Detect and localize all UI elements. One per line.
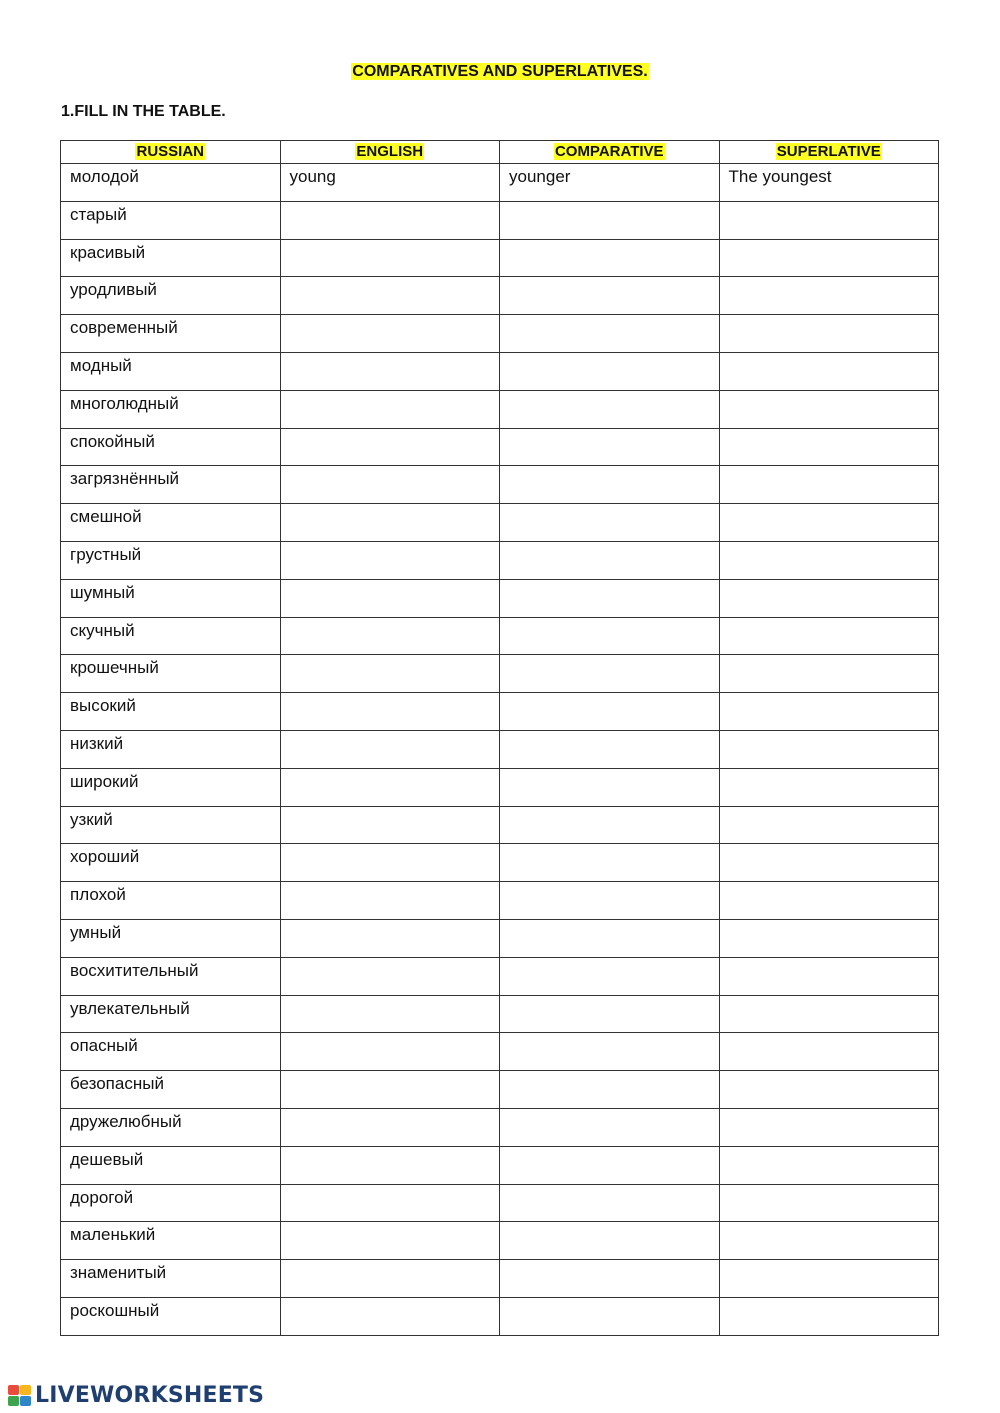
table-row (61, 655, 939, 693)
cell-comparative[interactable] (500, 768, 720, 806)
cell-superlative[interactable] (719, 201, 939, 239)
cell-comparative[interactable] (500, 504, 720, 542)
cell-superlative[interactable] (719, 1146, 939, 1184)
cell-english[interactable] (280, 315, 500, 353)
cell-english[interactable] (280, 1033, 500, 1071)
liveworksheets-logo (8, 1381, 264, 1409)
cell-superlative[interactable] (719, 995, 939, 1033)
cell-comparative[interactable] (500, 1033, 720, 1071)
cell-superlative[interactable] (719, 1184, 939, 1222)
cell-russian: современный (61, 315, 281, 353)
table-row (61, 315, 939, 353)
cell-superlative[interactable] (719, 617, 939, 655)
table-row (61, 164, 939, 202)
cell-russian: умный (61, 919, 281, 957)
cell-english[interactable] (280, 655, 500, 693)
cell-english[interactable] (280, 1184, 500, 1222)
cell-superlative[interactable] (719, 1108, 939, 1146)
cell-english[interactable] (280, 806, 500, 844)
table-row (61, 919, 939, 957)
table-row (61, 844, 939, 882)
cell-superlative[interactable] (719, 315, 939, 353)
worksheet-title-text: COMPARATIVES AND SUPERLATIVES. (352, 63, 648, 80)
cell-superlative[interactable] (719, 730, 939, 768)
table-row (61, 541, 939, 579)
cell-superlative[interactable] (719, 239, 939, 277)
table-row (61, 693, 939, 731)
cell-comparative[interactable] (500, 1184, 720, 1222)
cell-english[interactable] (280, 390, 500, 428)
table-row (61, 1260, 939, 1298)
cell-english[interactable] (280, 1222, 500, 1260)
table-row (61, 239, 939, 277)
cell-english[interactable] (280, 1071, 500, 1109)
table-row (61, 995, 939, 1033)
liveworksheets-logo-icon (8, 1383, 32, 1407)
cell-comparative[interactable] (500, 995, 720, 1033)
cell-english[interactable] (280, 882, 500, 920)
cell-russian: знаменитый (61, 1260, 281, 1298)
cell-russian: низкий (61, 730, 281, 768)
cell-russian: роскошный (61, 1297, 281, 1335)
cell-superlative[interactable] (719, 428, 939, 466)
cell-superlative[interactable] (719, 390, 939, 428)
table-header-row (61, 141, 939, 164)
cell-superlative[interactable] (719, 277, 939, 315)
cell-english[interactable] (280, 1260, 500, 1298)
cell-russian: безопасный (61, 1071, 281, 1109)
cell-english[interactable] (280, 957, 500, 995)
cell-superlative[interactable] (719, 655, 939, 693)
cell-english[interactable] (280, 730, 500, 768)
table-row (61, 768, 939, 806)
table-row (61, 1184, 939, 1222)
table-row (61, 428, 939, 466)
cell-russian: опасный (61, 1033, 281, 1071)
cell-comparative[interactable] (500, 1297, 720, 1335)
cell-comparative[interactable] (500, 579, 720, 617)
table-row (61, 617, 939, 655)
cell-russian: смешной (61, 504, 281, 542)
cell-english[interactable] (280, 352, 500, 390)
cell-english[interactable] (280, 541, 500, 579)
cell-superlative[interactable] (719, 768, 939, 806)
cell-english[interactable] (280, 504, 500, 542)
cell-russian: дорогой (61, 1184, 281, 1222)
table-row (61, 882, 939, 920)
table-row (61, 1033, 939, 1071)
table-row (61, 1108, 939, 1146)
cell-russian: уродливый (61, 277, 281, 315)
table-row (61, 579, 939, 617)
cell-comparative[interactable] (500, 655, 720, 693)
logo-text: LIVEWORKSHEETS (35, 1382, 265, 1408)
cell-superlative[interactable] (719, 1071, 939, 1109)
cell-russian: многолюдный (61, 390, 281, 428)
cell-superlative[interactable] (719, 806, 939, 844)
cell-russian: молодой (61, 164, 281, 202)
header-english: ENGLISH (280, 141, 500, 164)
cell-russian: шумный (61, 579, 281, 617)
cell-comparative[interactable]: younger (500, 164, 720, 202)
cell-comparative[interactable] (500, 315, 720, 353)
cell-russian: увлекательный (61, 995, 281, 1033)
cell-comparative[interactable] (500, 1260, 720, 1298)
cell-superlative[interactable] (719, 541, 939, 579)
table-row (61, 277, 939, 315)
cell-comparative[interactable] (500, 693, 720, 731)
cell-russian: грустный (61, 541, 281, 579)
cell-english[interactable] (280, 919, 500, 957)
cell-superlative[interactable] (719, 466, 939, 504)
cell-english[interactable] (280, 428, 500, 466)
cell-superlative[interactable] (719, 352, 939, 390)
cell-english[interactable] (280, 579, 500, 617)
table-row (61, 1297, 939, 1335)
cell-comparative[interactable] (500, 919, 720, 957)
cell-russian: дружелюбный (61, 1108, 281, 1146)
cell-russian: узкий (61, 806, 281, 844)
cell-russian: крошечный (61, 655, 281, 693)
header-comparative: COMPARATIVE (500, 141, 720, 164)
cell-comparative[interactable] (500, 239, 720, 277)
cell-english[interactable] (280, 844, 500, 882)
cell-comparative[interactable] (500, 466, 720, 504)
cell-russian: красивый (61, 239, 281, 277)
cell-superlative[interactable] (719, 579, 939, 617)
cell-comparative[interactable] (500, 277, 720, 315)
cell-comparative[interactable] (500, 957, 720, 995)
cell-english[interactable] (280, 1108, 500, 1146)
cell-comparative[interactable] (500, 428, 720, 466)
table-row (61, 730, 939, 768)
cell-russian: скучный (61, 617, 281, 655)
cell-comparative[interactable] (500, 541, 720, 579)
cell-comparative[interactable] (500, 806, 720, 844)
cell-comparative[interactable] (500, 1222, 720, 1260)
cell-superlative[interactable]: The youngest (719, 164, 939, 202)
cell-superlative[interactable] (719, 1260, 939, 1298)
cell-english[interactable] (280, 995, 500, 1033)
cell-comparative[interactable] (500, 882, 720, 920)
cell-superlative[interactable] (719, 1222, 939, 1260)
cell-english[interactable] (280, 466, 500, 504)
cell-english[interactable] (280, 277, 500, 315)
cell-russian: плохой (61, 882, 281, 920)
header-russian: RUSSIAN (61, 141, 281, 164)
cell-russian: загрязнённый (61, 466, 281, 504)
cell-comparative[interactable] (500, 1108, 720, 1146)
cell-english[interactable] (280, 239, 500, 277)
cell-superlative[interactable] (719, 693, 939, 731)
table-row (61, 504, 939, 542)
worksheet-title (0, 61, 1000, 83)
cell-comparative[interactable] (500, 730, 720, 768)
cell-russian: старый (61, 201, 281, 239)
cell-comparative[interactable] (500, 390, 720, 428)
instruction: 1.FILL IN THE TABLE. (61, 103, 226, 120)
header-superlative: SUPERLATIVE (719, 141, 939, 164)
cell-english[interactable] (280, 693, 500, 731)
cell-superlative[interactable] (719, 844, 939, 882)
cell-russian: спокойный (61, 428, 281, 466)
cell-russian: хороший (61, 844, 281, 882)
table-body (61, 164, 939, 1336)
cell-comparative[interactable] (500, 617, 720, 655)
cell-english[interactable] (280, 201, 500, 239)
cell-english[interactable] (280, 768, 500, 806)
table-row (61, 1146, 939, 1184)
cell-superlative[interactable] (719, 957, 939, 995)
cell-russian: модный (61, 352, 281, 390)
cell-russian: восхитительный (61, 957, 281, 995)
cell-superlative[interactable] (719, 1297, 939, 1335)
cell-superlative[interactable] (719, 919, 939, 957)
table-row (61, 957, 939, 995)
cell-comparative[interactable] (500, 844, 720, 882)
table-row (61, 806, 939, 844)
cell-english[interactable] (280, 617, 500, 655)
table-row (61, 352, 939, 390)
cell-comparative[interactable] (500, 1146, 720, 1184)
cell-english[interactable] (280, 1146, 500, 1184)
cell-comparative[interactable] (500, 352, 720, 390)
cell-english[interactable] (280, 1297, 500, 1335)
cell-russian: дешевый (61, 1146, 281, 1184)
cell-russian: широкий (61, 768, 281, 806)
table-row (61, 466, 939, 504)
cell-superlative[interactable] (719, 504, 939, 542)
cell-superlative[interactable] (719, 882, 939, 920)
table-row (61, 1222, 939, 1260)
cell-comparative[interactable] (500, 201, 720, 239)
cell-english[interactable]: young (280, 164, 500, 202)
table-row (61, 390, 939, 428)
cell-superlative[interactable] (719, 1033, 939, 1071)
table-row (61, 201, 939, 239)
cell-russian: маленький (61, 1222, 281, 1260)
vocabulary-table (60, 140, 939, 1336)
cell-comparative[interactable] (500, 1071, 720, 1109)
table-row (61, 1071, 939, 1109)
cell-russian: высокий (61, 693, 281, 731)
